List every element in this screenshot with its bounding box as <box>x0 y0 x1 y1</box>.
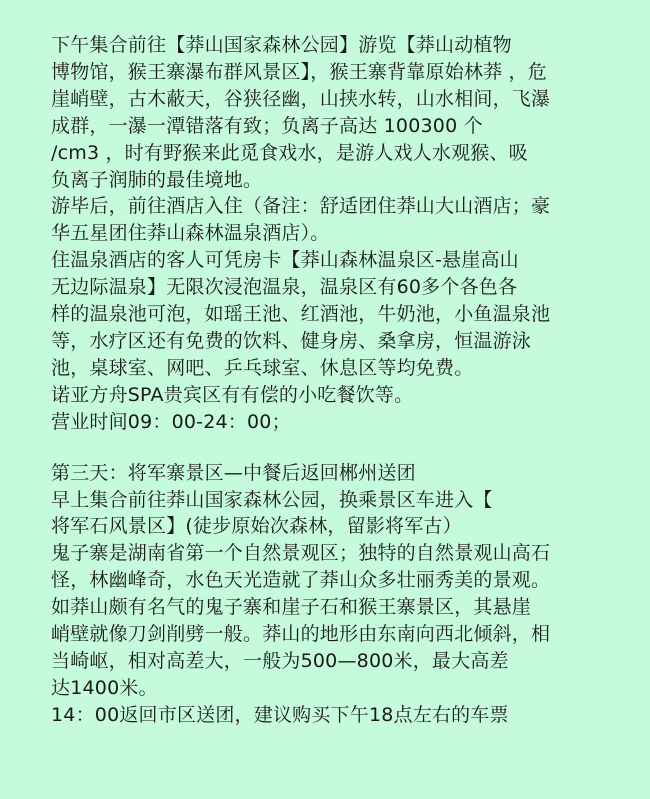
hot-spring-paragraph <box>51 247 630 382</box>
hotel-l1: 游毕后，前往酒店入住（备注：舒适团住莽山大山酒店；豪 <box>51 195 551 218</box>
day3-desc-l1: 鬼子寨是湖南省第一个自然景观区；独特的自然景观山高石 <box>51 542 551 565</box>
afternoon-l2: 博物馆，猴王寨瀑布群风景区】，猴王寨背靠原始林莽 ，危 <box>51 60 547 83</box>
business-hours: 营业时间09：00-24：00； <box>51 410 291 433</box>
day3-desc-l2: 怪，林幽峰奇，水色天光造就了莽山众多壮丽秀美的景观。 <box>51 569 551 592</box>
day3-return: 14：00返回市区送团，建议购买下午18点左右的车票 <box>51 703 509 726</box>
hot-spring-l4: 等，水疗区还有免费的饮料、健身房、桑拿房，恒温游泳 <box>51 329 532 352</box>
day3-desc-l5: 当崎岖，相对高差大，一般为500—800米，最大高差 <box>51 649 509 672</box>
day3-description-paragraph <box>51 540 630 701</box>
afternoon-l6: 负离子润肺的最佳境地。 <box>51 168 263 191</box>
afternoon-l4: 成群，一瀑一潭错落有致；负离子高达 100300 个 <box>51 114 483 137</box>
afternoon-l5: /cm3 ，时有野猴来此觅食戏水，是游人戏人水观猴、吸 <box>51 141 528 164</box>
hot-spring-l5: 池，桌球室、网吧、乒乓球室、休息区等均免费。 <box>51 356 474 379</box>
hotel-paragraph <box>51 193 630 247</box>
day3-morning-l1: 早上集合前往莽山国家森林公园，换乘景区车进入【 <box>51 488 493 511</box>
afternoon-paragraph <box>51 32 630 193</box>
day3-morning-l2: 将军石风景区】(徒步原始次森林，留影将军古） <box>51 515 462 538</box>
hot-spring-l1: 住温泉酒店的客人可凭房卡【莽山森林温泉区-悬崖高山 <box>51 249 519 272</box>
day3-desc-l4: 峭壁就像刀剑削劈一般。莽山的地形由东南向西北倾斜，相 <box>51 623 551 646</box>
afternoon-l1: 下午集合前往【莽山国家森林公园】游览【莽山动植物 <box>51 34 512 56</box>
hot-spring-l2: 无边际温泉】无限次浸泡温泉，温泉区有60多个各色各 <box>51 276 518 299</box>
afternoon-l3: 崖峭壁，古木蔽天，谷狭径幽，山挟水转，山水相间，飞瀑 <box>51 87 551 110</box>
hotel-l2: 华五星团住莽山森林温泉酒店）。 <box>51 222 330 245</box>
day3-desc-l3: 如莽山颇有名气的鬼子寨和崖子石和猴王寨景区，其悬崖 <box>51 596 532 619</box>
day3-morning-paragraph <box>51 487 630 541</box>
spa-paragraph: 诺亚方舟SPA贵宾区有有偿的小吃餐饮等。 <box>51 383 414 406</box>
section-gap <box>51 436 630 460</box>
hot-spring-l3: 样的温泉池可泡，如瑶王池、红酒池，牛奶池，小鱼温泉池 <box>51 303 551 326</box>
day3-title: 第三天：将军寨景区—中餐后返回郴州送团 <box>51 461 416 484</box>
day3-desc-l6: 达1400米。 <box>51 676 158 699</box>
